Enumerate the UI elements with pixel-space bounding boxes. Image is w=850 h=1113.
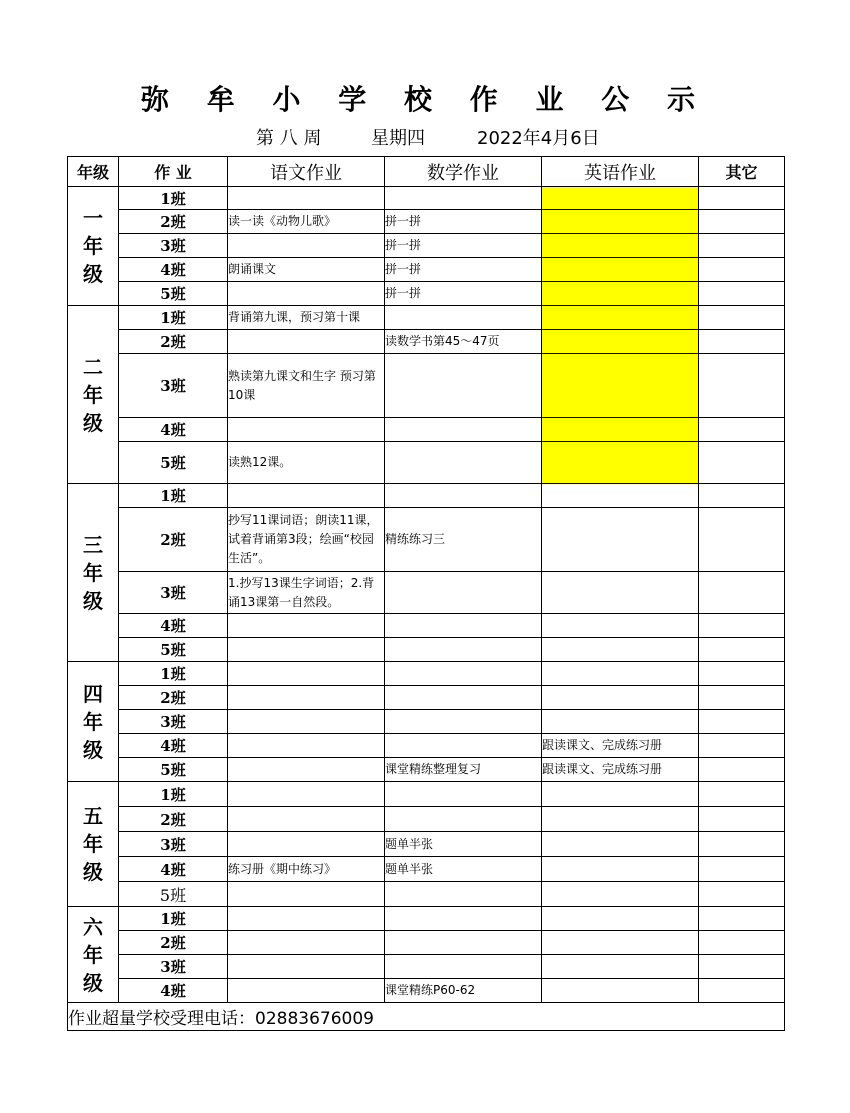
chinese-homework-cell [228, 931, 385, 955]
class-label: 5班 [119, 758, 228, 782]
table-row [68, 234, 785, 258]
class-label: 1班 [119, 662, 228, 686]
chinese-homework-cell: 读一读《动物儿歌》 [228, 210, 385, 234]
header-other: 其它 [699, 157, 785, 187]
other-homework-cell [699, 832, 785, 857]
class-label: 3班 [119, 832, 228, 857]
math-homework-cell [385, 572, 542, 614]
chinese-homework-cell [228, 710, 385, 734]
grade-label-char: 三 [83, 532, 103, 557]
class-label: 2班 [119, 686, 228, 710]
other-homework-cell [699, 354, 785, 418]
other-homework-cell [699, 782, 785, 807]
other-homework-cell [699, 907, 785, 931]
other-homework-cell [699, 330, 785, 354]
grade-label-char: 六 [83, 914, 103, 939]
table-row [68, 832, 785, 857]
class-label: 5班 [119, 282, 228, 306]
table-row [68, 418, 785, 442]
grade-label-char: 年 [83, 832, 103, 856]
other-homework-cell [699, 442, 785, 484]
english-homework-cell [542, 614, 699, 638]
table-row [68, 210, 785, 234]
chinese-homework-cell: 练习册《期中练习》 [228, 857, 385, 882]
class-label: 2班 [119, 330, 228, 354]
chinese-homework-cell [228, 734, 385, 758]
english-homework-cell [542, 907, 699, 931]
other-homework-cell [699, 614, 785, 638]
english-homework-cell [542, 807, 699, 832]
grade-label-char: 级 [83, 737, 103, 762]
english-homework-cell [542, 306, 699, 330]
math-homework-cell: 精练练习三 [385, 508, 542, 572]
math-homework-cell: 拼一拼 [385, 234, 542, 258]
math-homework-cell [385, 734, 542, 758]
table-row [68, 638, 785, 662]
class-label: 3班 [119, 234, 228, 258]
table-row [68, 484, 785, 508]
math-homework-cell: 题单半张 [385, 832, 542, 857]
english-homework-cell: 跟读课文、完成练习册 [542, 734, 699, 758]
class-label: 4班 [119, 614, 228, 638]
complaint-hotline: 作业超量学校受理电话：02883676009 [68, 1003, 785, 1031]
math-homework-cell: 读数学书第45～47页 [385, 330, 542, 354]
chinese-homework-cell [228, 234, 385, 258]
other-homework-cell [699, 234, 785, 258]
chinese-homework-cell [228, 807, 385, 832]
table-row [68, 258, 785, 282]
other-homework-cell [699, 258, 785, 282]
math-homework-cell [385, 662, 542, 686]
table-row [68, 282, 785, 306]
grade-label-char: 级 [83, 860, 103, 884]
chinese-homework-cell [228, 614, 385, 638]
math-homework-cell [385, 782, 542, 807]
english-homework-cell: 跟读课文、完成练习册 [542, 758, 699, 782]
chinese-homework-cell [228, 955, 385, 979]
chinese-homework-cell [228, 282, 385, 306]
chinese-homework-cell [228, 638, 385, 662]
math-homework-cell [385, 686, 542, 710]
class-label: 4班 [119, 734, 228, 758]
class-label: 1班 [119, 306, 228, 330]
class-label: 2班 [119, 807, 228, 832]
other-homework-cell [699, 572, 785, 614]
table-row [68, 442, 785, 484]
other-homework-cell [699, 710, 785, 734]
footer-row [68, 1003, 785, 1031]
chinese-homework-cell: 背诵第九课，预习第十课 [228, 306, 385, 330]
table-row [68, 187, 785, 210]
english-homework-cell [542, 484, 699, 508]
math-homework-cell [385, 306, 542, 330]
math-homework-cell [385, 614, 542, 638]
class-label: 3班 [119, 710, 228, 734]
other-homework-cell [699, 210, 785, 234]
table-row [68, 330, 785, 354]
other-homework-cell [699, 484, 785, 508]
homework-table [67, 156, 785, 1031]
chinese-homework-cell [228, 832, 385, 857]
english-homework-cell [542, 330, 699, 354]
week-label: 第 八 周 [256, 128, 322, 149]
english-homework-cell [542, 686, 699, 710]
grade-label [68, 662, 119, 782]
grade-label [68, 187, 119, 306]
class-label: 4班 [119, 258, 228, 282]
math-homework-cell: 题单半张 [385, 857, 542, 882]
chinese-homework-cell [228, 907, 385, 931]
chinese-homework-cell [228, 662, 385, 686]
grade-label-char: 一 [83, 206, 103, 230]
other-homework-cell [699, 734, 785, 758]
chinese-homework-cell [228, 187, 385, 210]
other-homework-cell [699, 282, 785, 306]
grade-label-char: 年 [83, 234, 103, 258]
table-row [68, 662, 785, 686]
class-label: 1班 [119, 907, 228, 931]
english-homework-cell [542, 354, 699, 418]
math-homework-cell: 拼一拼 [385, 210, 542, 234]
math-homework-cell: 课堂精练P60-62 [385, 979, 542, 1003]
class-label: 4班 [119, 857, 228, 882]
grade-label-char: 五 [83, 804, 103, 828]
table-row [68, 907, 785, 931]
header-homework: 作 业 [119, 157, 228, 187]
grade-label-char: 年 [83, 560, 103, 585]
weekday-label: 星期四 [371, 128, 425, 149]
math-homework-cell [385, 354, 542, 418]
table-row [68, 931, 785, 955]
table-row [68, 807, 785, 832]
grade-label [68, 907, 119, 1003]
grade-label-char: 级 [83, 262, 103, 286]
english-homework-cell [542, 210, 699, 234]
class-label: 5班 [119, 638, 228, 662]
class-label: 2班 [119, 210, 228, 234]
class-label: 1班 [119, 782, 228, 807]
class-label: 2班 [119, 508, 228, 572]
english-homework-cell [542, 418, 699, 442]
math-homework-cell [385, 418, 542, 442]
english-homework-cell [542, 931, 699, 955]
english-homework-cell [542, 710, 699, 734]
other-homework-cell [699, 931, 785, 955]
table-row [68, 508, 785, 572]
grade-label-char: 年 [83, 709, 103, 734]
class-label: 1班 [119, 187, 228, 210]
other-homework-cell [699, 955, 785, 979]
class-label: 5班 [119, 442, 228, 484]
header-chinese: 语文作业 [228, 157, 385, 187]
english-homework-cell [542, 282, 699, 306]
table-row [68, 710, 785, 734]
table-row [68, 306, 785, 330]
other-homework-cell [699, 807, 785, 832]
grade-label-char: 年 [83, 382, 103, 407]
math-homework-cell [385, 484, 542, 508]
grade-label-char: 年 [83, 942, 103, 967]
table-row [68, 857, 785, 882]
table-row [68, 979, 785, 1003]
math-homework-cell [385, 710, 542, 734]
grade-label-char: 级 [83, 410, 103, 435]
table-row [68, 572, 785, 614]
chinese-homework-cell: 朗诵课文 [228, 258, 385, 282]
chinese-homework-cell [228, 484, 385, 508]
header-english: 英语作业 [542, 157, 699, 187]
other-homework-cell [699, 187, 785, 210]
other-homework-cell [699, 686, 785, 710]
grade-label [68, 782, 119, 907]
english-homework-cell [542, 572, 699, 614]
math-homework-cell: 课堂精练整理复习 [385, 758, 542, 782]
other-homework-cell [699, 857, 785, 882]
chinese-homework-cell: 读熟12课。 [228, 442, 385, 484]
english-homework-cell [542, 662, 699, 686]
grade-label-char: 级 [83, 970, 103, 995]
english-homework-cell [542, 832, 699, 857]
grade-label-char: 二 [83, 354, 103, 379]
english-homework-cell [542, 234, 699, 258]
math-homework-cell [385, 442, 542, 484]
grade-label-char: 四 [83, 681, 103, 706]
chinese-homework-cell: 抄写11课词语；朗读11课，试着背诵第3段；绘画“校园生活”。 [228, 508, 385, 572]
grade-label [68, 484, 119, 662]
math-homework-cell [385, 882, 542, 907]
other-homework-cell [699, 758, 785, 782]
math-homework-cell [385, 955, 542, 979]
other-homework-cell [699, 662, 785, 686]
header-math: 数学作业 [385, 157, 542, 187]
grade-label-char: 级 [83, 588, 103, 613]
english-homework-cell [542, 508, 699, 572]
math-homework-cell: 拼一拼 [385, 282, 542, 306]
table-row [68, 955, 785, 979]
chinese-homework-cell [228, 686, 385, 710]
english-homework-cell [542, 442, 699, 484]
class-label: 3班 [119, 354, 228, 418]
table-row [68, 614, 785, 638]
chinese-homework-cell [228, 882, 385, 907]
english-homework-cell [542, 955, 699, 979]
english-homework-cell [542, 782, 699, 807]
math-homework-cell: 拼一拼 [385, 258, 542, 282]
class-label: 4班 [119, 979, 228, 1003]
chinese-homework-cell [228, 330, 385, 354]
class-label: 1班 [119, 484, 228, 508]
other-homework-cell [699, 882, 785, 907]
class-label: 2班 [119, 931, 228, 955]
math-homework-cell [385, 807, 542, 832]
grade-label [68, 306, 119, 484]
english-homework-cell [542, 857, 699, 882]
table-row [68, 782, 785, 807]
chinese-homework-cell [228, 979, 385, 1003]
class-label: 5班 [119, 882, 228, 907]
english-homework-cell [542, 882, 699, 907]
chinese-homework-cell: 熟读第九课文和生字 预习第10课 [228, 354, 385, 418]
other-homework-cell [699, 979, 785, 1003]
header-row [68, 157, 785, 187]
table-row [68, 686, 785, 710]
date-label: 2022年4月6日 [477, 128, 600, 149]
math-homework-cell [385, 931, 542, 955]
math-homework-cell [385, 907, 542, 931]
chinese-homework-cell: 1.抄写13课生字词语；2.背诵13课第一自然段。 [228, 572, 385, 614]
class-label: 3班 [119, 572, 228, 614]
english-homework-cell [542, 638, 699, 662]
english-homework-cell [542, 258, 699, 282]
table-row [68, 758, 785, 782]
chinese-homework-cell [228, 782, 385, 807]
other-homework-cell [699, 418, 785, 442]
other-homework-cell [699, 306, 785, 330]
table-row [68, 354, 785, 418]
other-homework-cell [699, 638, 785, 662]
table-row [68, 882, 785, 907]
other-homework-cell [699, 508, 785, 572]
table-row [68, 734, 785, 758]
math-homework-cell [385, 638, 542, 662]
chinese-homework-cell [228, 758, 385, 782]
english-homework-cell [542, 187, 699, 210]
header-grade: 年级 [68, 157, 119, 187]
math-homework-cell [385, 187, 542, 210]
page-title: 弥 牟 小 学 校 作 业 公 示 [141, 83, 709, 116]
class-label: 4班 [119, 418, 228, 442]
class-label: 3班 [119, 955, 228, 979]
english-homework-cell [542, 979, 699, 1003]
chinese-homework-cell [228, 418, 385, 442]
